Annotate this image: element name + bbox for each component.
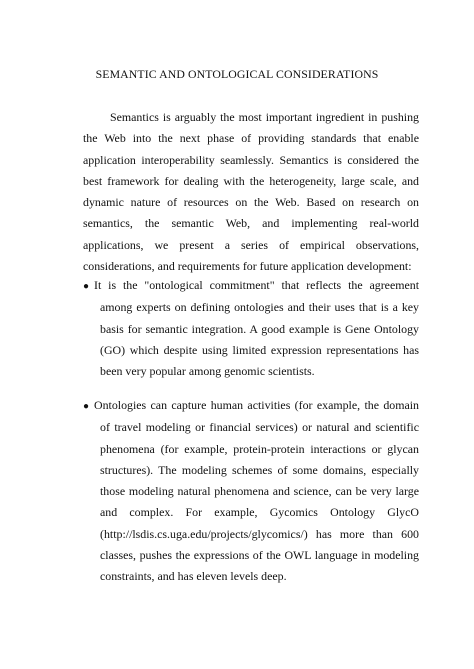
bullet-icon: ● — [83, 281, 90, 292]
intro-paragraph: Semantics is arguably the most important ingredient in pushing the Web into the next phase of providing standards that enable application interoperability seamlessly. Semantics is considered the best framework for dealing with the heterogeneity, large scale, and dynamic nature of resources on the Web. Based on research on semantics, the semantic Web, and implementing real-world applications, we present a series of empirical observations, considerations, and requirements for future application development: — [83, 110, 419, 274]
bullet-item-ontologies — [83, 395, 419, 588]
bullet-text: It is the "ontological commitment" that reflects the agreement among experts on defining ontologies and their uses that is a key basis for semantic integration. A good example is Gene Ontology (GO) which despite using limited expression representations has been very popular among genomic scientists. — [94, 278, 419, 379]
bullet-item-commitment — [83, 275, 419, 382]
document-title: SEMANTIC AND ONTOLOGICAL CONSIDERATIONS — [95, 67, 379, 81]
bullet-text: Ontologies can capture human activities (for example, the domain of travel modeling or financial services) or natural and scientific phenomena (for example, protein-protein interactions or glycan structures). The modeling schemes of some domains, especially those modeling natural phenomena and science, can be very large and complex. For example, Gycomics Ontology GlycO (http://lsdis.cs.uga.edu/projects/glycomics/) has more than 600 classes, pushes the expressions of the OWL language in modeling constraints, and has eleven levels deep. — [94, 398, 419, 584]
bullet-text-wrapper — [83, 395, 419, 588]
bullet-icon: ● — [83, 401, 90, 412]
bullet-text-wrapper — [83, 275, 419, 382]
